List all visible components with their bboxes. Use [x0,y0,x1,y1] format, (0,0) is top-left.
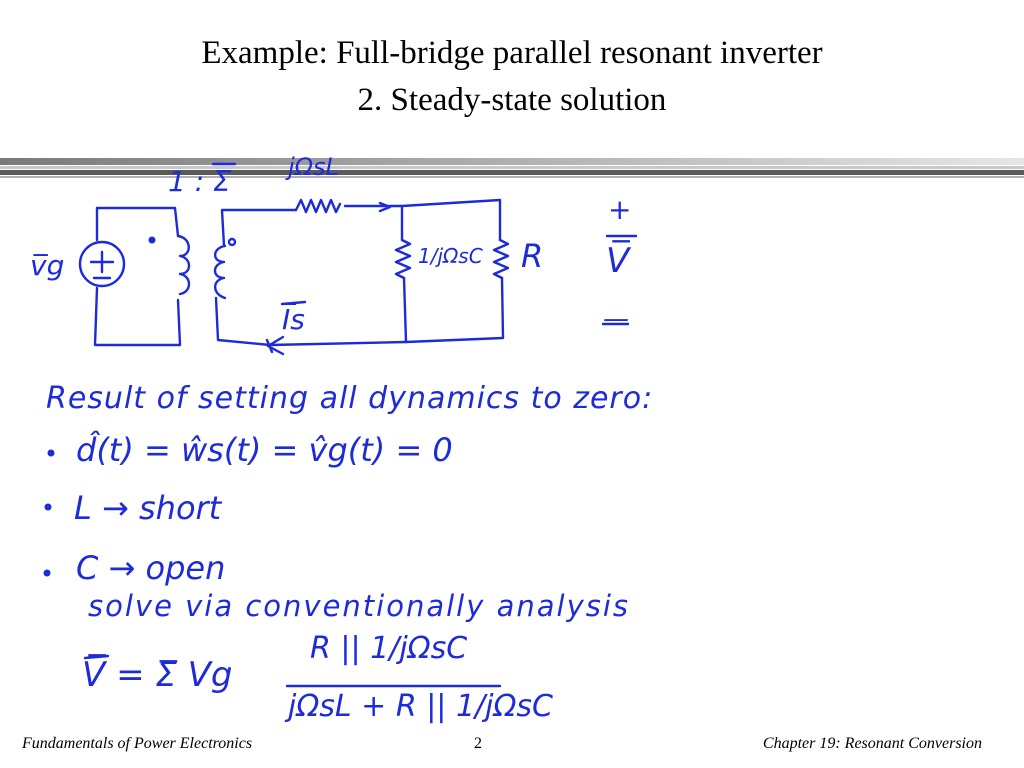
output-plus-sign: + [608,193,632,226]
secondary-winding [215,246,225,298]
source-loop-wire [95,208,180,345]
capacitor-impedance-label: 1/jΩsC [418,244,483,268]
load-resistor-label: R [521,237,544,275]
equation-lhs: V̅ = Σ̅ Vg [82,655,233,695]
bullet-small-signal-zero: d̂(t) = ŵs(t) = v̂g(t) = 0 [76,431,453,469]
bullet-inductor-short: L → short [74,489,222,527]
notes-heading: Result of setting all dynamics to zero: [46,381,654,416]
turns-ratio-label: 1 : Σ̅ [168,165,231,198]
title-line-1: Example: Full-bridge parallel resonant inverter [201,35,823,71]
inductor-impedance-label: jΩsL [288,153,339,181]
series-inductor [296,200,340,212]
capacitor-branch-resistor [396,240,410,278]
source-current-label: I̅s [282,303,305,336]
primary-winding [178,236,189,294]
footer-book-title: Fundamentals of Power Electronics [22,735,253,752]
load-resistor [494,240,508,278]
equation-numerator: R || 1/jΩsC [310,631,468,666]
solve-method-text: solve via conventionally analysis [88,589,631,623]
output-minus-sign: — [603,304,629,334]
footer-chapter: Chapter 19: Resonant Conversion [762,735,982,752]
footer-page-number: 2 [474,735,482,752]
bullet-capacitor-open: C → open [76,549,226,587]
title-line-2: 2. Steady-state solution [357,82,667,118]
equation-denominator: jΩsL + R || 1/jΩsC [288,689,553,724]
source-label: v̅g [30,249,65,282]
output-voltage-label: V̅ [606,241,630,281]
